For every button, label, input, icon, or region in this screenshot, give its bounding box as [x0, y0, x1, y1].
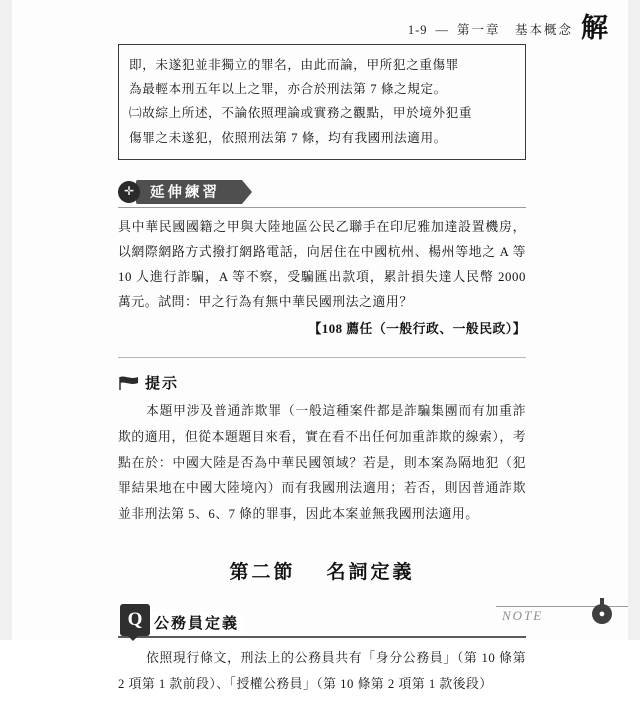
definition-underline — [118, 636, 526, 638]
page-edge-right — [628, 0, 640, 640]
note-footer — [496, 598, 628, 632]
section-title — [118, 557, 526, 584]
page-edge-left — [0, 0, 12, 640]
header-page-number: 1-9 — [407, 23, 428, 37]
quote-box — [118, 44, 526, 160]
extension-practice-heading — [118, 180, 526, 206]
definition-label: 公務員定義 — [148, 612, 243, 633]
plus-circle-icon: ✛ — [118, 181, 140, 203]
header-chapter: 第一章 基本概念 — [456, 23, 573, 37]
section-label: 第二節 — [229, 562, 296, 584]
quote-line: 為最輕本刑五年以上之罪，亦合於刑法第 7 條之規定。 — [129, 82, 447, 97]
page-header — [0, 12, 640, 46]
quote-line: ㈡故綜上所述，不論依照理論或實務之觀點，甲於境外犯重 — [129, 106, 473, 121]
definition-heading — [118, 610, 526, 638]
exam-source-tag: 【108 薦任（一般行政、一般民政）】 — [308, 321, 526, 336]
hint-heading — [118, 372, 526, 393]
pin-icon: ● — [592, 604, 612, 624]
definition-body: 依照現行條文，刑法上的公務員共有「身分公務員」（第 10 條第 2 項第 1 款前段）、「授權公務員」（第 10 條第 2 項第 1 款後段） — [118, 651, 526, 692]
quote-line: 傷罪之未遂犯，依照刑法第 7 條，均有我國刑法適用。 — [129, 130, 447, 145]
quote-line: 即，未遂犯並非獨立的罪名，由此而論，甲所犯之重傷罪 — [129, 58, 459, 72]
page-content — [118, 44, 526, 710]
extension-practice-title: 延伸練習 — [136, 180, 242, 204]
hint-body: 本題甲涉及普通詐欺罪（一般這種案件都是詐騙集團而有加重詐欺的適用，但從本題題目來看，實在看不出任何加重詐欺的線索），考點在於：中國大陸是否為中華民國領域？若是，則本案為隔地犯（犯罪結果地在中國大陸境內）而有我國刑法適用；若否，則因普通詐欺並非刑法第 5、6、7 條的罪事，因此本案並無我國刑法適用。 — [118, 404, 526, 521]
section-name: 名詞定義 — [326, 562, 415, 584]
heading-underline — [118, 207, 526, 208]
flag-icon — [118, 375, 140, 391]
header-dash: — — [435, 23, 449, 37]
header-corner-mark: 解 — [581, 13, 608, 43]
note-label: NOTE — [502, 608, 544, 623]
extension-question: 具中華民國國籍之甲與大陸地區公民乙聯手在印尼雅加達設置機房，以網際網路方式撥打網路電話，向居住在中國杭州、楊州等地之 A 等 10 人進行詐騙，A 等不察，受騙匯出款項，累計損失達人民幣 2000 萬元。試問：甲之行為有無中華民國刑法之適用？ — [118, 219, 526, 309]
hint-title: 提示 — [145, 376, 180, 393]
section-divider — [118, 357, 526, 358]
question-badge-icon: Q — [120, 604, 150, 636]
